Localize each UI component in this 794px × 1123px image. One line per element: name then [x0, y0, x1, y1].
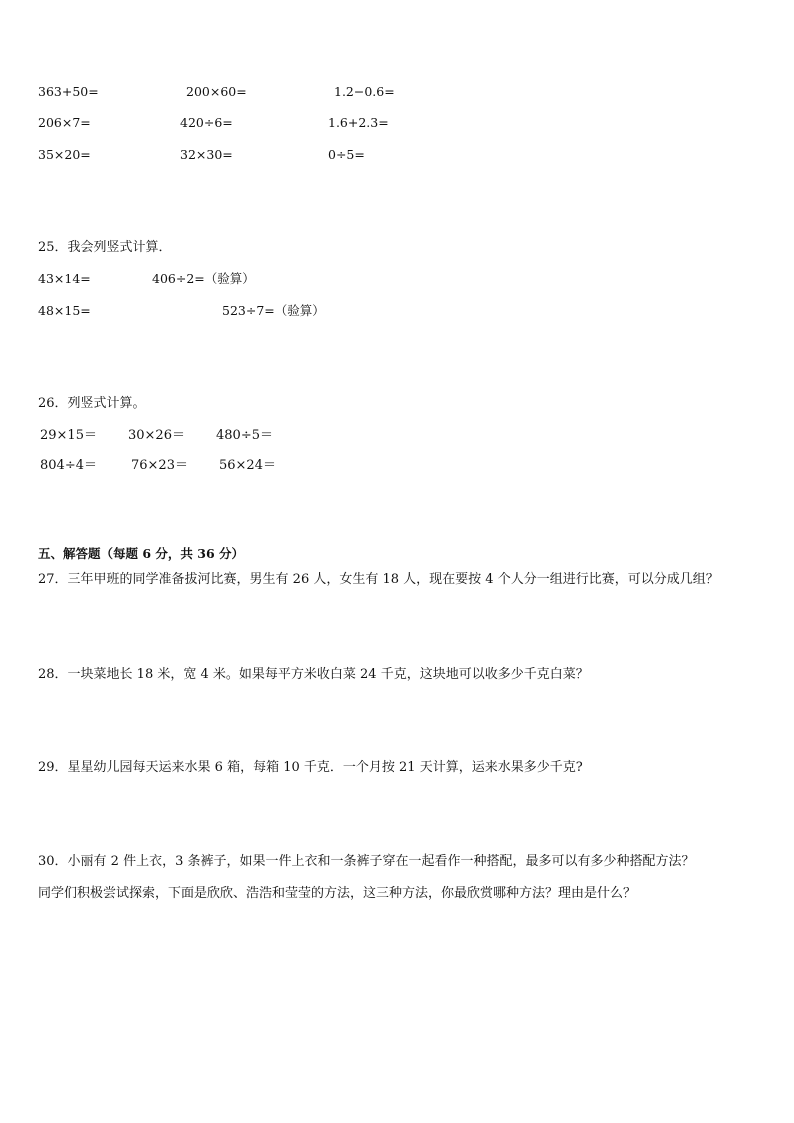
- calc-item: 56×24＝: [219, 458, 276, 473]
- section-heading: 五、解答题（每题 6 分，共 36 分）: [38, 546, 245, 561]
- calc-item: 43×14=: [38, 271, 91, 286]
- calc-item: 523÷7=（验算）: [222, 303, 325, 318]
- calc-item: 48×15=: [38, 303, 91, 318]
- question-title: 25．我会列竖式计算．: [38, 240, 172, 255]
- calc-item: 480÷5＝: [216, 428, 273, 443]
- calc-item: 406÷2=（验算）: [152, 271, 255, 286]
- calc-item: 200×60=: [186, 84, 247, 99]
- question-29: 29．星星幼儿园每天运来水果 6 箱，每箱 10 千克．一个月按 21 天计算，运来水果多少千克?: [38, 760, 583, 775]
- calc-item: 363+50=: [38, 84, 99, 99]
- question-27: 27．三年甲班的同学准备拔河比赛，男生有 26 人，女生有 18 人，现在要按 4 个人分一组进行比赛，可以分成几组？: [38, 572, 719, 587]
- calc-item: 30×26＝: [128, 428, 185, 443]
- calc-item: 29×15＝: [40, 428, 97, 443]
- calc-item: 1.6+2.3=: [328, 115, 389, 130]
- question-28: 28．一块菜地长 18 米，宽 4 米。如果每平方米收白菜 24 千克，这块地可以收多少千克白菜？: [38, 667, 589, 682]
- calc-item: 0÷5=: [328, 147, 365, 162]
- calc-item: 76×23＝: [131, 458, 188, 473]
- question-30-line-1: 30．小丽有 2 件上衣，3 条裤子，如果一件上衣和一条裤子穿在一起看作一种搭配，最多可以有多少种搭配方法？: [38, 854, 695, 869]
- calc-item: 420÷6=: [180, 115, 233, 130]
- question-title: 26．列竖式计算。: [38, 396, 146, 411]
- question-30-line-2: 同学们积极尝试探索，下面是欣欣、浩浩和莹莹的方法，这三种方法，你最欣赏哪种方法？理由是什么？: [38, 886, 637, 901]
- calc-item: 804÷4＝: [40, 458, 97, 473]
- calc-item: 32×30=: [180, 147, 233, 162]
- calc-item: 35×20=: [38, 147, 91, 162]
- calc-item: 206×7=: [38, 115, 91, 130]
- calc-item: 1.2−0.6=: [334, 84, 395, 99]
